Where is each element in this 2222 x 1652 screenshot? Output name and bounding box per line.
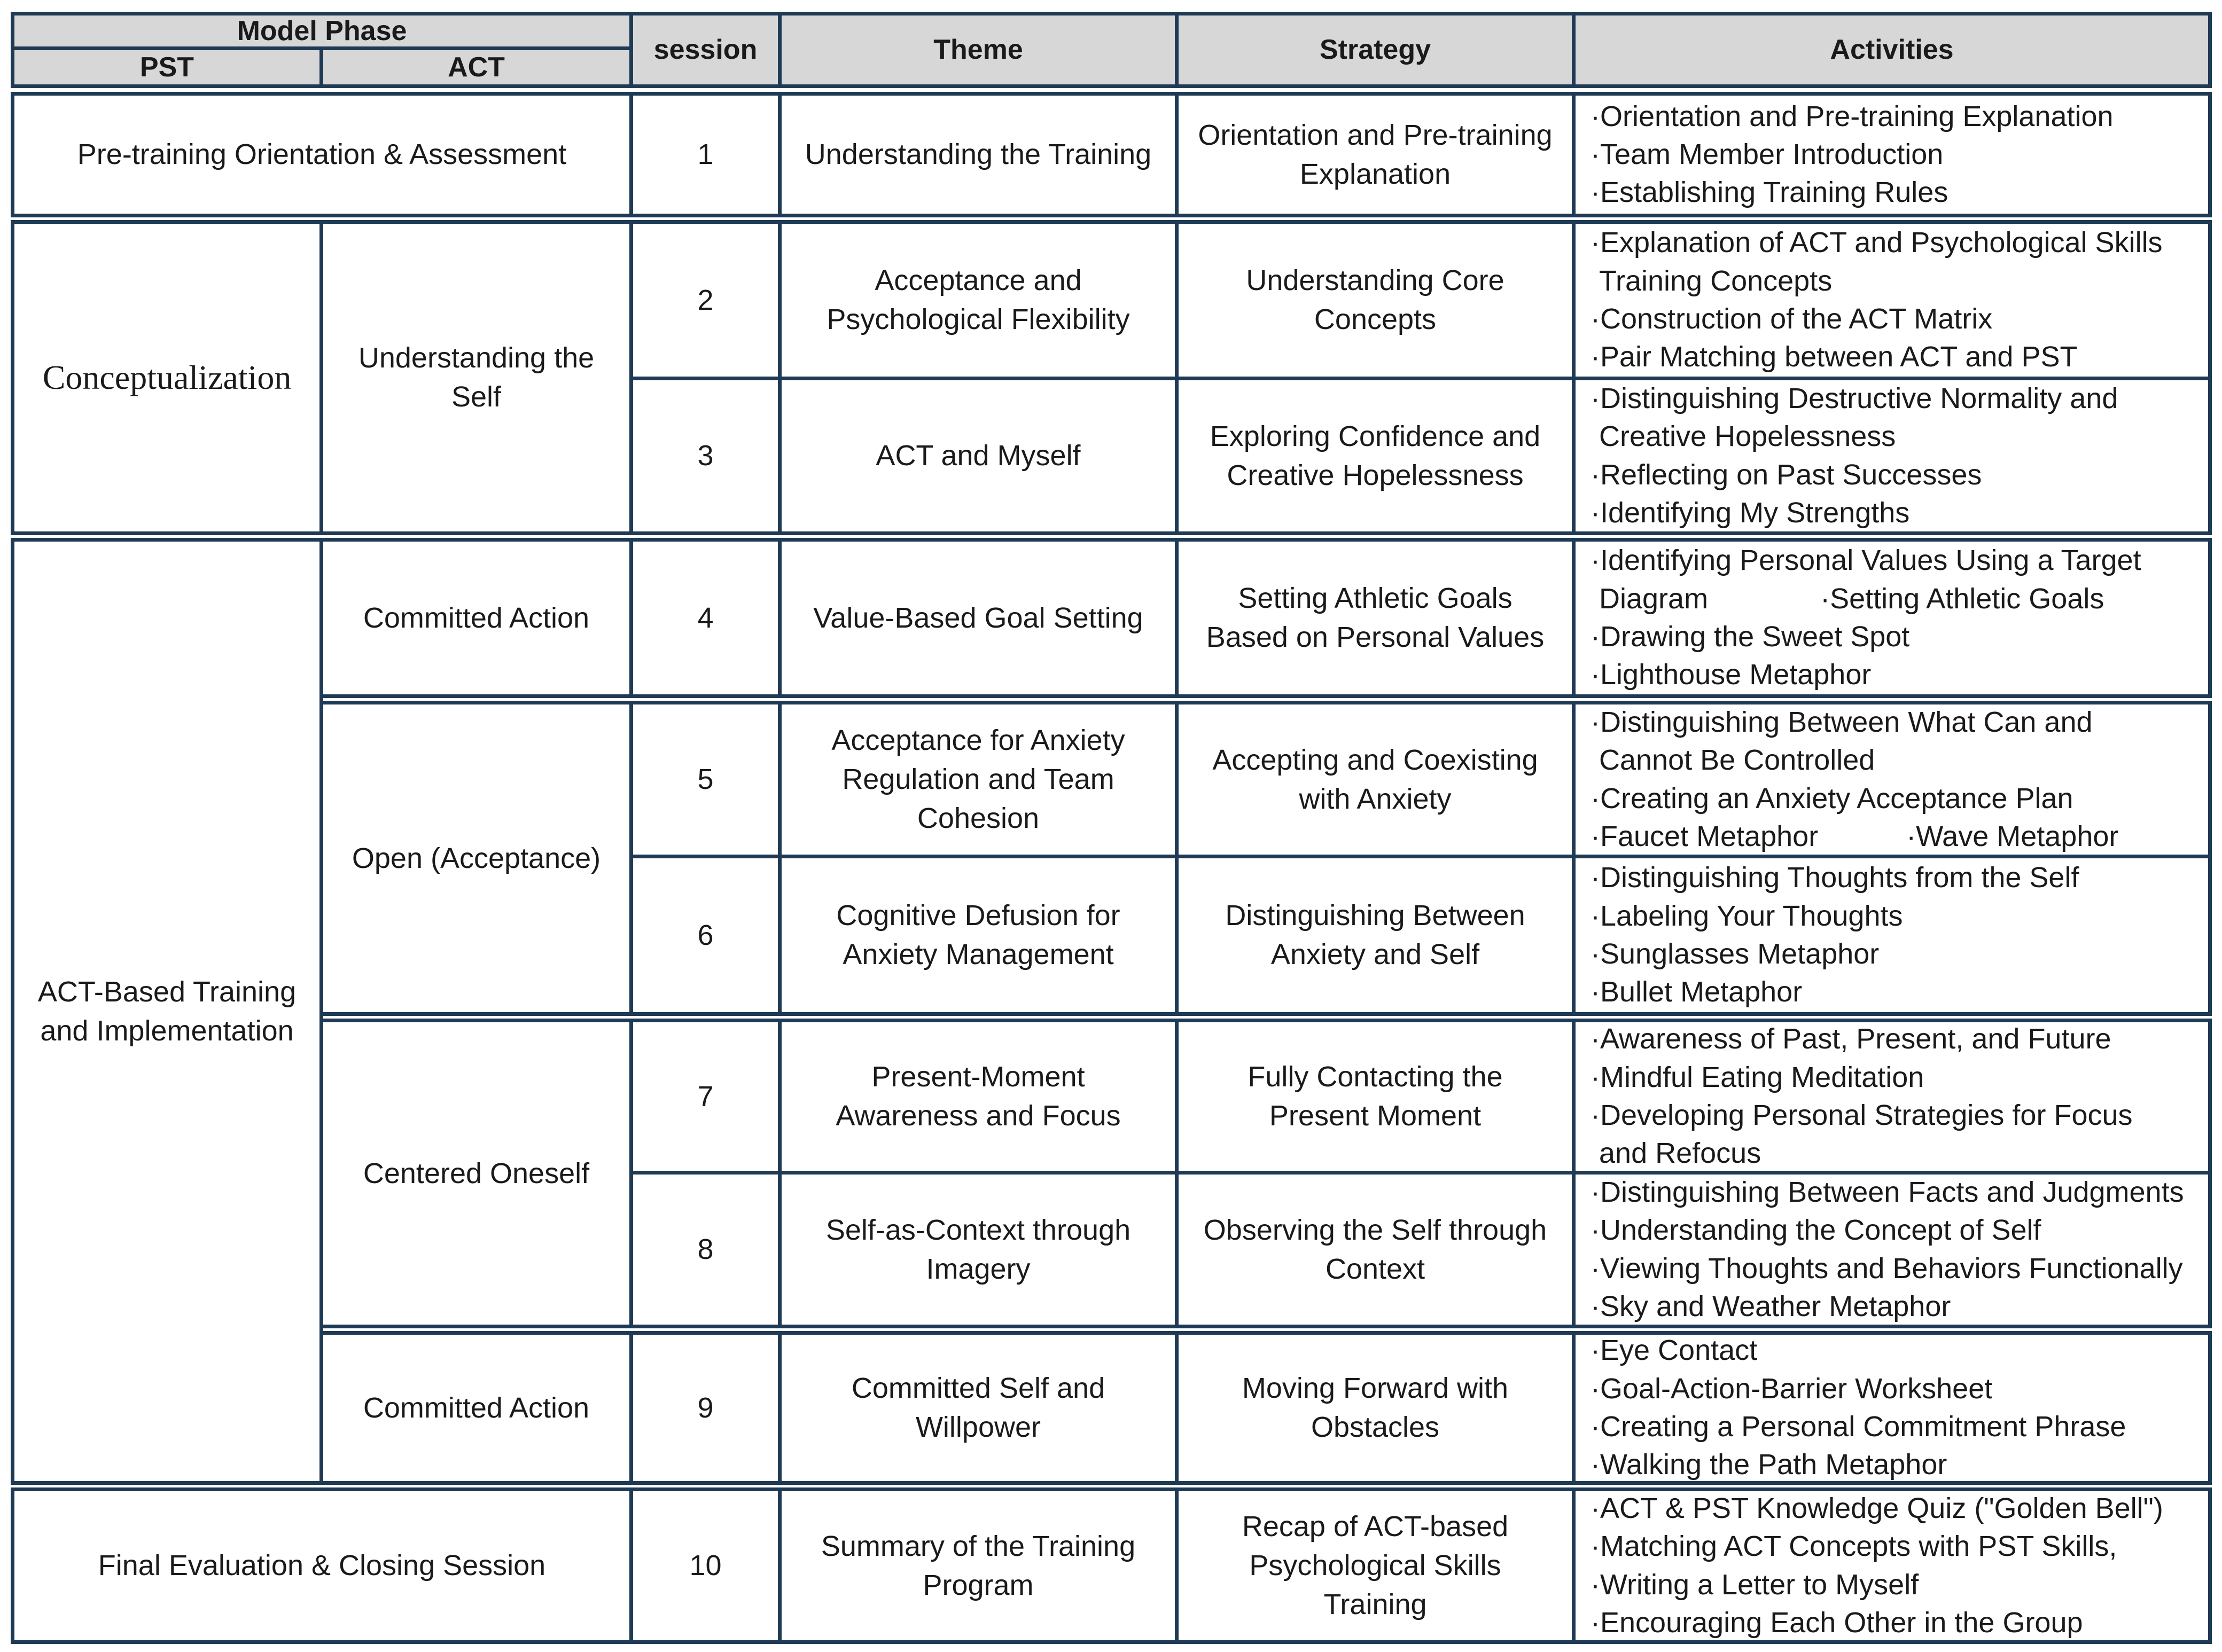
activity-item: ·Viewing Thoughts and Behaviors Functionally — [1591, 1252, 2183, 1285]
activity-item: ·Pair Matching between ACT and PST — [1591, 341, 2078, 373]
theme-cell: Summary of the Training Program — [778, 1487, 1179, 1644]
theme-cell: Committed Self and Willpower — [778, 1331, 1179, 1485]
session-cell: 1 — [629, 92, 782, 217]
activities-cell — [1572, 1019, 2212, 1175]
header-act: ACT — [319, 46, 633, 88]
activity-item: ·Identifying My Strengths — [1591, 496, 1910, 529]
activity-item: Training Concepts — [1599, 264, 1833, 297]
strategy-cell: Orientation and Pre-training Explanation — [1175, 92, 1576, 217]
strategy-cell: Exploring Confidence and Creative Hopelessness — [1175, 377, 1576, 535]
session-cell: 6 — [629, 855, 782, 1016]
activity-item: ·Sky and Weather Metaphor — [1591, 1290, 1951, 1322]
header-strategy: Strategy — [1175, 12, 1576, 88]
activity-item: and Refocus — [1599, 1137, 1761, 1170]
theme-cell: Understanding the Training — [778, 92, 1179, 217]
theme-cell: Present-Moment Awareness and Focus — [778, 1019, 1179, 1175]
act-committed-action: Committed Action — [319, 1331, 633, 1485]
session-cell: 2 — [629, 220, 782, 380]
activity-item: ·ACT & PST Knowledge Quiz ("Golden Bell") — [1591, 1492, 2163, 1524]
activity-item: ·Mindful Eating Meditation — [1591, 1061, 1924, 1093]
session-cell: 4 — [629, 538, 782, 698]
act-centered-oneself: Centered Oneself — [319, 1019, 633, 1328]
activity-item: ·Distinguishing Thoughts from the Self — [1591, 862, 2079, 894]
session-cell: 9 — [629, 1331, 782, 1485]
activity-item: ·Lighthouse Metaphor — [1591, 659, 1872, 691]
activity-item: ·Creating a Personal Commitment Phrase — [1591, 1411, 2126, 1443]
phase-pretraining: Pre-training Orientation & Assessment — [11, 92, 633, 217]
header-session: session — [629, 12, 782, 88]
activity-item: ·Matching ACT Concepts with PST Skills, — [1591, 1530, 2117, 1563]
phase-act-based-training: ACT-Based Training and Implementation — [11, 538, 323, 1485]
activities-cell — [1572, 92, 2212, 217]
activity-item: ·Awareness of Past, Present, and Future — [1591, 1023, 2111, 1055]
strategy-cell: Accepting and Coexisting with Anxiety — [1175, 701, 1576, 858]
activity-item: ·Orientation and Pre-training Explanation — [1591, 100, 2114, 132]
activity-item: ·Team Member Introduction — [1591, 138, 1944, 170]
activity-item: ·Establishing Training Rules — [1591, 176, 1948, 209]
act-committed-action: Committed Action — [319, 538, 633, 698]
activity-item: Cannot Be Controlled — [1599, 744, 1875, 777]
activity-item: ·Drawing the Sweet Spot — [1591, 621, 1910, 653]
activities-cell — [1572, 220, 2212, 380]
activity-item: ·Distinguishing Between What Can and — [1591, 706, 2093, 738]
activity-item: ·Distinguishing Destructive Normality and — [1591, 382, 2118, 414]
activities-cell — [1572, 701, 2212, 858]
activity-item: ·Developing Personal Strategies for Focus — [1591, 1099, 2133, 1131]
activities-cell — [1572, 855, 2212, 1016]
header-pst: PST — [11, 46, 323, 88]
act-open-acceptance: Open (Acceptance) — [319, 701, 633, 1016]
session-cell: 10 — [629, 1487, 782, 1644]
activity-item: ·Eye Contact — [1591, 1334, 1758, 1367]
strategy-cell: Moving Forward with Obstacles — [1175, 1331, 1576, 1485]
activity-item: ·Bullet Metaphor — [1591, 976, 1803, 1008]
activities-cell — [1572, 1331, 2212, 1485]
session-cell: 5 — [629, 701, 782, 858]
strategy-cell: Distinguishing Between Anxiety and Self — [1175, 855, 1576, 1016]
activity-item: ·Encouraging Each Other in the Group — [1591, 1606, 2083, 1639]
strategy-cell: Fully Contacting the Present Moment — [1175, 1019, 1576, 1175]
strategy-cell: Observing the Self through Context — [1175, 1171, 1576, 1328]
activity-item: ·Creating an Anxiety Acceptance Plan — [1591, 782, 2073, 815]
header-activities: Activities — [1572, 12, 2212, 88]
activities-cell — [1572, 538, 2212, 698]
phase-final-evaluation: Final Evaluation & Closing Session — [11, 1487, 633, 1644]
activity-item: Creative Hopelessness — [1599, 420, 1896, 453]
activities-cell — [1572, 377, 2212, 535]
strategy-cell: Recap of ACT-based Psychological Skills Training — [1175, 1487, 1576, 1644]
activity-item: ·Labeling Your Thoughts — [1591, 899, 1903, 932]
activity-item: ·Construction of the ACT Matrix — [1591, 303, 1993, 335]
theme-cell: Value-Based Goal Setting — [778, 538, 1179, 698]
activity-item: ·Reflecting on Past Successes — [1591, 458, 1982, 491]
activity-item: ·Sunglasses Metaphor — [1591, 938, 1880, 970]
session-cell: 8 — [629, 1171, 782, 1328]
strategy-cell: Setting Athletic Goals Based on Personal Values — [1175, 538, 1576, 698]
theme-cell: Cognitive Defusion for Anxiety Management — [778, 855, 1179, 1016]
activity-item: ·Walking the Path Metaphor — [1591, 1449, 1947, 1481]
header-theme: Theme — [778, 12, 1179, 88]
theme-cell: Acceptance and Psychological Flexibility — [778, 220, 1179, 380]
theme-cell: Self-as-Context through Imagery — [778, 1171, 1179, 1328]
session-cell: 7 — [629, 1019, 782, 1175]
header-model-phase: Model Phase — [11, 12, 633, 50]
act-understanding-self: Understanding the Self — [319, 220, 633, 535]
activity-item: ·Faucet Metaphor ·Wave Metaphor — [1591, 820, 2119, 852]
strategy-cell: Understanding Core Concepts — [1175, 220, 1576, 380]
activity-item: ·Distinguishing Between Facts and Judgments — [1591, 1176, 2184, 1208]
theme-cell: ACT and Myself — [778, 377, 1179, 535]
phase-conceptualization: Conceptualization — [11, 220, 323, 535]
activity-item: ·Goal-Action-Barrier Worksheet — [1591, 1372, 1993, 1405]
activity-item: ·Writing a Letter to Myself — [1591, 1568, 1919, 1601]
activity-item: ·Understanding the Concept of Self — [1591, 1214, 2041, 1247]
activity-item: Diagram ·Setting Athletic Goals — [1599, 582, 2104, 615]
activities-cell — [1572, 1171, 2212, 1328]
session-cell: 3 — [629, 377, 782, 535]
activity-item: ·Identifying Personal Values Using a Target — [1591, 544, 2141, 577]
activities-cell — [1572, 1487, 2212, 1644]
activity-item: ·Explanation of ACT and Psychological Skills — [1591, 226, 2163, 259]
theme-cell: Acceptance for Anxiety Regulation and Team Cohesion — [778, 701, 1179, 858]
